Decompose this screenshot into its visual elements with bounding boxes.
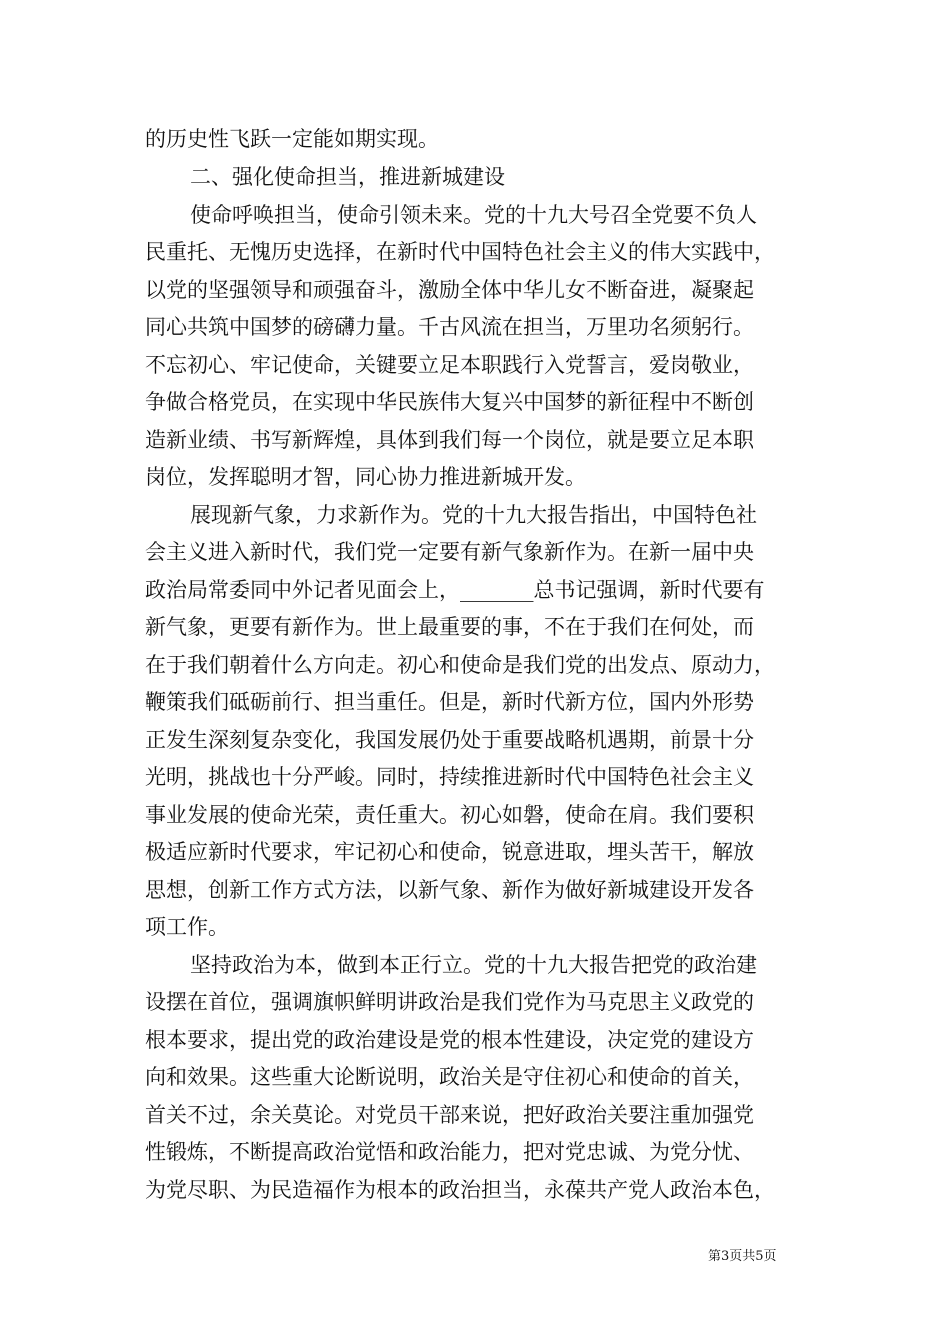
text-line: 以党的坚强领导和顽强奋斗，激励全体中华儿女不断奋进，凝聚起 [145,278,754,302]
text-line: 鞭策我们砥砺前行、担当重任。但是，新时代新方位，国内外形势 [145,690,754,714]
text-line: 项工作。 [145,915,229,939]
text-line: 为党尽职、为民造福作为根本的政治担当，永葆共产党人政治本色， [145,1178,775,1202]
text-line: 极适应新时代要求，牢记初心和使命，锐意进取，埋头苦干，解放 [145,840,754,864]
text-line: 的历史性飞跃一定能如期实现。 [145,127,439,151]
text-line: 造新业绩、书写新辉煌，具体到我们每一个岗位，就是要立足本职 [145,428,754,452]
page-number: 第3页共5页 [708,1249,777,1264]
text-line: 正发生深刻复杂变化，我国发展仍处于重要战略机遇期，前景十分 [145,728,754,752]
text-line: 使命呼唤担当，使命引领未来。党的十九大号召全党要不负人 [190,203,757,227]
text-line: 新气象，更要有新作为。世上最重要的事，不在于我们在何处，而 [145,615,754,639]
text-line: 岗位，发挥聪明才智，同心协力推进新城开发。 [145,465,586,489]
text-line: 会主义进入新时代，我们党一定要有新气象新作为。在新一届中央 [145,540,754,564]
text-line: 民重托、无愧历史选择，在新时代中国特色社会主义的伟大实践中， [145,240,775,264]
text-line: 同心共筑中国梦的磅礴力量。千古风流在担当，万里功名须躬行。 [145,315,754,339]
text-line: 思想，创新工作方式方法，以新气象、新作为做好新城建设开发各 [145,878,754,902]
text-line: 光明，挑战也十分严峻。同时，持续推进新时代中国特色社会主义 [145,765,754,789]
text-line: 根本要求，提出党的政治建设是党的根本性建设，决定党的建设方 [145,1028,754,1052]
text-line: 事业发展的使命光荣，责任重大。初心如磐，使命在肩。我们要积 [145,803,754,827]
text-line: 首关不过，余关莫论。对党员干部来说，把好政治关要注重加强党 [145,1103,754,1127]
text-line: 向和效果。这些重大论断说明，政治关是守住初心和使命的首关， [145,1065,754,1089]
section-heading: 二、强化使命担当，推进新城建设 [190,165,505,189]
text-line: 展现新气象，力求新作为。党的十九大报告指出，中国特色社 [190,503,757,527]
text-line: 设摆在首位，强调旗帜鲜明讲政治是我们党作为马克思主义政党的 [145,990,754,1014]
text-line: 在于我们朝着什么方向走。初心和使命是我们党的出发点、原动力， [145,653,775,677]
text-line: 争做合格党员，在实现中华民族伟大复兴中国梦的新征程中不断创 [145,390,754,414]
text-line: 坚持政治为本，做到本正行立。党的十九大报告把党的政治建 [190,953,757,977]
text-line: 不忘初心、牢记使命，关键要立足本职践行入党誓言，爱岗敬业， [145,353,754,377]
text-line: 性锻炼，不断提高政治觉悟和政治能力，把对党忠诚、为党分忧、 [145,1140,754,1164]
text-line: 政治局常委同中外记者见面会上，_______总书记强调，新时代要有 [145,578,765,602]
